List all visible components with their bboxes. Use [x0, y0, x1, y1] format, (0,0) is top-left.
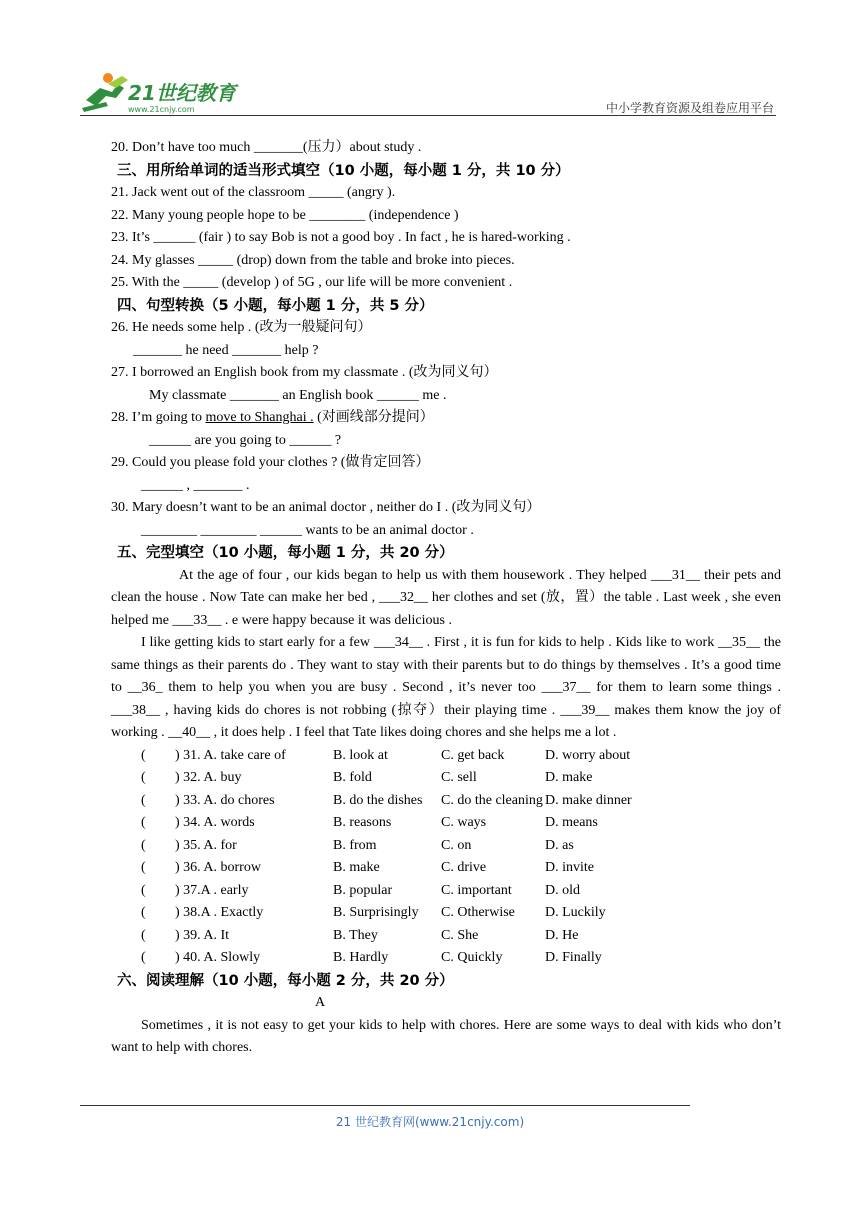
- answer-30: ________ ________ ______ wants to be an animal doctor .: [141, 522, 474, 538]
- section-6-heading: 六、阅读理解（10 小题，每小题 2 分，共 20 分）: [117, 972, 454, 989]
- question-28-underlined: move to Shanghai .: [205, 410, 314, 425]
- section-5-heading: 五、完型填空（10 小题，每小题 1 分，共 20 分）: [117, 545, 454, 561]
- answer-26: _______ he need _______ help ?: [133, 342, 319, 358]
- question-22: 22. Many young people hope to be ________ (independence ): [111, 207, 459, 223]
- question-24: 24. My glasses _____ (drop) down from the table and broke into pieces.: [111, 252, 515, 268]
- option-row: ( ) 37.A . early B. popular C. important D. old: [141, 882, 580, 898]
- cloze-paragraph-1: At the age of four , our kids began to help us with them housework . They helped ___31__ their pets and clean the house . Now Tate can make her bed , ___32__ her clothes and set (放，置）the table . Last week , she even helped me ___33__ . e were happy because it was delicious .: [111, 567, 781, 628]
- footer-divider: [80, 1105, 690, 1106]
- cloze-options: [111, 745, 781, 970]
- question-26: 26. He needs some help . (改为一般疑问句）: [111, 320, 372, 335]
- question-23: 23. It’s ______ (fair ) to say Bob is not a good boy . In fact , he is hared-working .: [111, 230, 571, 245]
- option-row: ( ) 31. A. take care of B. look at C. get back D. worry about: [141, 747, 631, 763]
- question-20: 20. Don’t have too much _______(压力）about study .: [111, 140, 422, 155]
- question-30: 30. Mary doesn’t want to be an animal doctor , neither do I . (改为同义句）: [111, 500, 541, 515]
- site-tagline: 中小学教育资源及组卷应用平台: [605, 101, 774, 115]
- option-row: ( ) 36. A. borrow B. make C. drive D. invite: [141, 860, 594, 875]
- section-4-heading: 四、句型转换（5 小题，每小题 1 分，共 5 分）: [117, 297, 434, 314]
- answer-28: ______ are you going to ______ ?: [149, 432, 342, 448]
- exam-content: [111, 137, 781, 1060]
- question-25: 25. With the _____ (develop ) of 5G , our life will be more convenient .: [111, 275, 513, 290]
- question-28: [111, 407, 781, 430]
- question-21: 21. Jack went out of the classroom _____ (angry ).: [111, 185, 396, 200]
- question-28-prefix: 28. I’m going to: [111, 410, 206, 425]
- option-row: ( ) 34. A. words B. reasons C. ways D. means: [141, 815, 598, 830]
- question-28-suffix: (对画线部分提问）: [313, 410, 434, 425]
- answer-29: ______ , _______ .: [141, 477, 250, 493]
- footer-link[interactable]: 21 世纪教育网(www.21cnjy.com): [335, 1115, 525, 1129]
- option-row: ( ) 40. A. Slowly B. Hardly C. Quickly D. Finally: [141, 950, 602, 965]
- svg-text:21世纪教育: 21世纪教育: [128, 81, 236, 105]
- option-row: ( ) 38.A . Exactly B. Surprisingly C. Otherwise D. Luckily: [141, 905, 606, 920]
- option-row: ( ) 32. A. buy B. fold C. sell D. make: [141, 770, 593, 785]
- question-27: 27. I borrowed an English book from my classmate . (改为同义句）: [111, 365, 498, 380]
- answer-27: My classmate _______ an English book ______ me .: [149, 387, 447, 403]
- section-3-heading: 三、用所给单词的适当形式填空（10 小题，每小题 1 分，共 10 分）: [117, 162, 570, 179]
- cloze-paragraph-2: I like getting kids to start early for a few ___34__ . First , it is fun for kids to help . Kids like to work __35__ the same things as their parents do . They want to stay with their parents but to do things by themselves . It’s a good time to __36_ them to help you when you are busy . Second , it’s never too ___37__ for them to learn some things . ___38__ , having kids do chores is not robbing (掠夺）their playing time . ___39__ makes them know the joy of working . __40__ , it does help . I feel that Tate likes doing chores and she helps me a lot .: [111, 635, 781, 740]
- svg-text:www.21cnjy.com: www.21cnjy.com: [128, 105, 195, 114]
- passage-a-label: A: [315, 995, 326, 1010]
- runner-icon: [82, 73, 128, 112]
- option-row: ( ) 35. A. for B. from C. on D. as: [141, 837, 574, 853]
- reading-paragraph: Sometimes , it is not easy to get your kids to help with chores. Here are some ways to deal with kids who don’t want to help with chores.: [111, 1017, 781, 1055]
- question-29: 29. Could you please fold your clothes ? (做肯定回答）: [111, 455, 430, 470]
- option-row: ( ) 39. A. It B. They C. She D. He: [141, 927, 579, 943]
- option-row: ( ) 33. A. do chores B. do the dishes C. do the cleaning D. make dinner: [141, 792, 632, 808]
- site-logo: [78, 70, 248, 114]
- header-divider: [80, 115, 776, 116]
